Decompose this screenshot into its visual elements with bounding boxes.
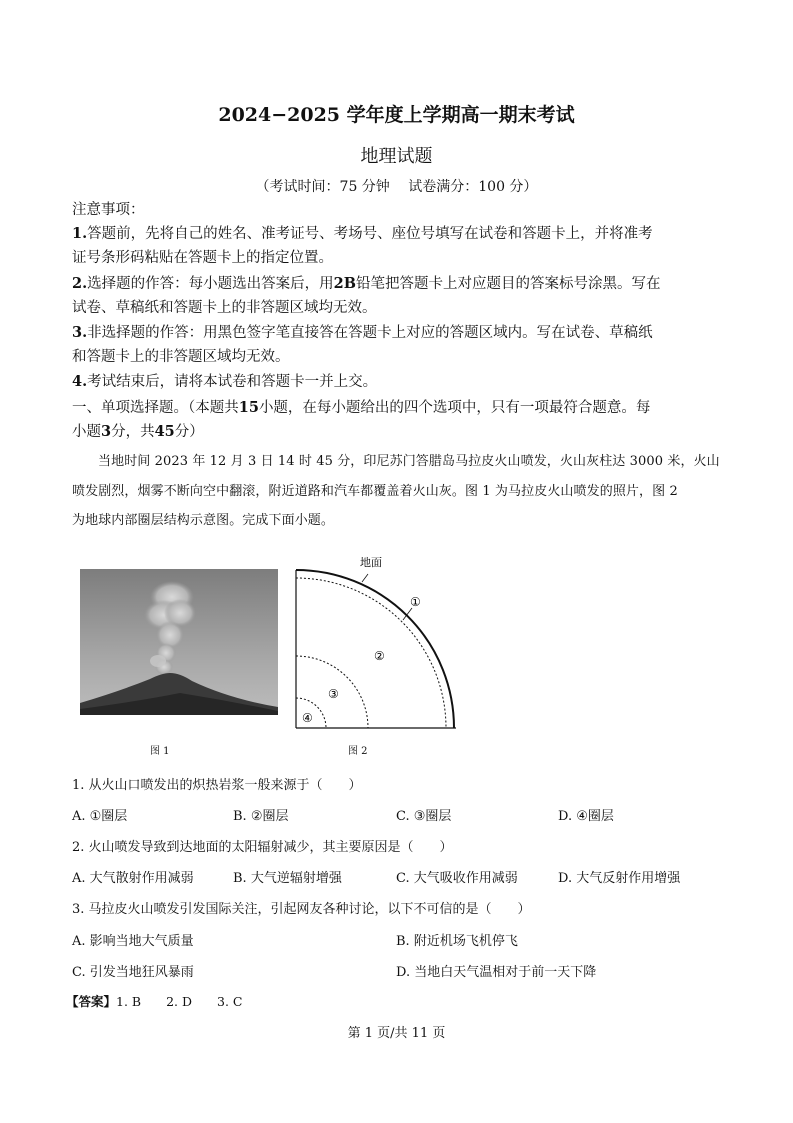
notes-heading: 注意事项： xyxy=(72,202,145,218)
question-3-stem: 3. 马拉皮火山喷发引发国际关注，引起网友各种讨论，以下不可信的是（ ） xyxy=(72,902,531,917)
subject-title: 地理试题 xyxy=(360,146,433,167)
note-2-text-a: 选择题的作答：每小题选出答案后，用 xyxy=(87,276,334,292)
note-2-pencil: 2B xyxy=(333,275,356,292)
section-text-2c: 分，共 xyxy=(111,424,155,440)
section-text-2a: 小题 xyxy=(72,424,101,440)
note-4-number: 4. xyxy=(72,373,88,390)
note-3-text: 非选择题的作答：用黑色签字笔直接答在答题卡上对应的答题区域内。写在试卷、草稿纸 xyxy=(87,325,653,341)
note-2-line-1 xyxy=(72,272,732,296)
note-3-number: 3. xyxy=(72,324,88,341)
figure-2-earth-layers-diagram xyxy=(290,552,470,734)
volcano-photo-image xyxy=(80,569,278,715)
question-1-option-b[interactable]: B. ②圈层 xyxy=(233,809,289,824)
answer-line xyxy=(66,992,243,1010)
question-1-option-a[interactable]: A. ①圈层 xyxy=(72,809,128,824)
note-3-line-2: 和答题卡上的非答题区域均无效。 xyxy=(72,349,290,365)
layer-4-label: ④ xyxy=(302,711,313,725)
layer-2-label: ② xyxy=(374,649,385,663)
section-heading-line-2 xyxy=(72,420,732,444)
note-1-number: 1. xyxy=(72,225,88,242)
note-1-line-2: 证号条形码粘贴在答题卡上的指定位置。 xyxy=(72,250,333,266)
question-2-option-c[interactable]: C. 大气吸收作用减弱 xyxy=(396,871,518,886)
note-2-line-2: 试卷、草稿纸和答题卡上的非答题区域均无效。 xyxy=(72,300,377,316)
layer-1-label: ① xyxy=(410,595,421,609)
note-2-text-c: 铅笔把答题卡上对应题目的答案标号涂黑。写在 xyxy=(356,276,661,292)
note-4-text: 考试结束后，请将本试卷和答题卡一并上交。 xyxy=(87,374,378,390)
exam-info: （考试时间：75 分钟 试卷满分：100 分） xyxy=(255,179,538,195)
question-3-option-b[interactable]: B. 附近机场飞机停飞 xyxy=(396,934,518,949)
page-number: 第 1 页/共 11 页 xyxy=(347,1026,446,1041)
answer-values: 1. B 2. D 3. C xyxy=(116,994,243,1009)
question-3-option-d[interactable]: D. 当地白天气温相对于前一天下降 xyxy=(396,965,597,980)
section-score-total: 45 xyxy=(154,423,175,440)
figure-1-volcano-photo xyxy=(80,569,278,715)
surface-label: 地面 xyxy=(360,556,382,569)
note-1-text: 答题前，先将自己的姓名、准考证号、考场号、座位号填写在试卷和答题卡上，并将准考 xyxy=(87,226,653,242)
section-text-c: 小题，在每小题给出的四个选项中，只有一项最符合题意。每 xyxy=(258,400,651,416)
surface-pointer xyxy=(362,574,368,582)
note-3-line-1 xyxy=(72,321,732,345)
question-3-option-a[interactable]: A. 影响当地大气质量 xyxy=(72,934,194,949)
note-1-line-1 xyxy=(72,222,732,246)
question-2-option-a[interactable]: A. 大气散射作用减弱 xyxy=(72,871,194,886)
question-1-stem: 1. 从火山口喷发出的炽热岩浆一般来源于（ ） xyxy=(72,778,362,793)
question-1-option-c[interactable]: C. ③圈层 xyxy=(396,809,452,824)
section-count: 15 xyxy=(238,399,259,416)
note-4-line-1 xyxy=(72,370,732,394)
exam-title: 2024−2025 学年度上学期高一期末考试 xyxy=(218,104,575,126)
section-text-a: 一、单项选择题。（本题共 xyxy=(72,400,239,416)
question-2-stem: 2. 火山喷发导致到达地面的太阳辐射减少，其主要原因是（ ） xyxy=(72,840,453,855)
passage-line-1: 当地时间 2023 年 12 月 3 日 14 时 45 分，印尼苏门答腊岛马拉皮火山喷发，火山灰柱达 3000 米，火山 xyxy=(98,454,720,469)
question-2-option-b[interactable]: B. 大气逆辐射增强 xyxy=(233,871,342,886)
moho-boundary xyxy=(296,578,446,728)
passage-line-3: 为地球内部圈层结构示意图。完成下面小题。 xyxy=(72,513,335,528)
section-text-2e: 分） xyxy=(174,424,204,440)
note-2-number: 2. xyxy=(72,275,88,292)
section-score-each: 3 xyxy=(101,423,112,440)
section-heading-line-1 xyxy=(72,396,732,420)
question-1-option-d[interactable]: D. ④圈层 xyxy=(558,809,614,824)
figure-1-caption: 图 1 xyxy=(150,746,170,757)
figure-2-caption: 图 2 xyxy=(348,746,368,757)
layer-3-label: ③ xyxy=(328,687,339,701)
earth-layers-svg xyxy=(290,552,470,734)
question-2-option-d[interactable]: D. 大气反射作用增强 xyxy=(558,871,681,886)
passage-line-2: 喷发剧烈，烟雾不断向空中翻滚，附近道路和汽车都覆盖着火山灰。图 1 为马拉皮火山喷发的照片，图 2 xyxy=(72,484,678,499)
answer-label: 【答案】 xyxy=(66,994,117,1009)
question-3-option-c[interactable]: C. 引发当地狂风暴雨 xyxy=(72,965,194,980)
